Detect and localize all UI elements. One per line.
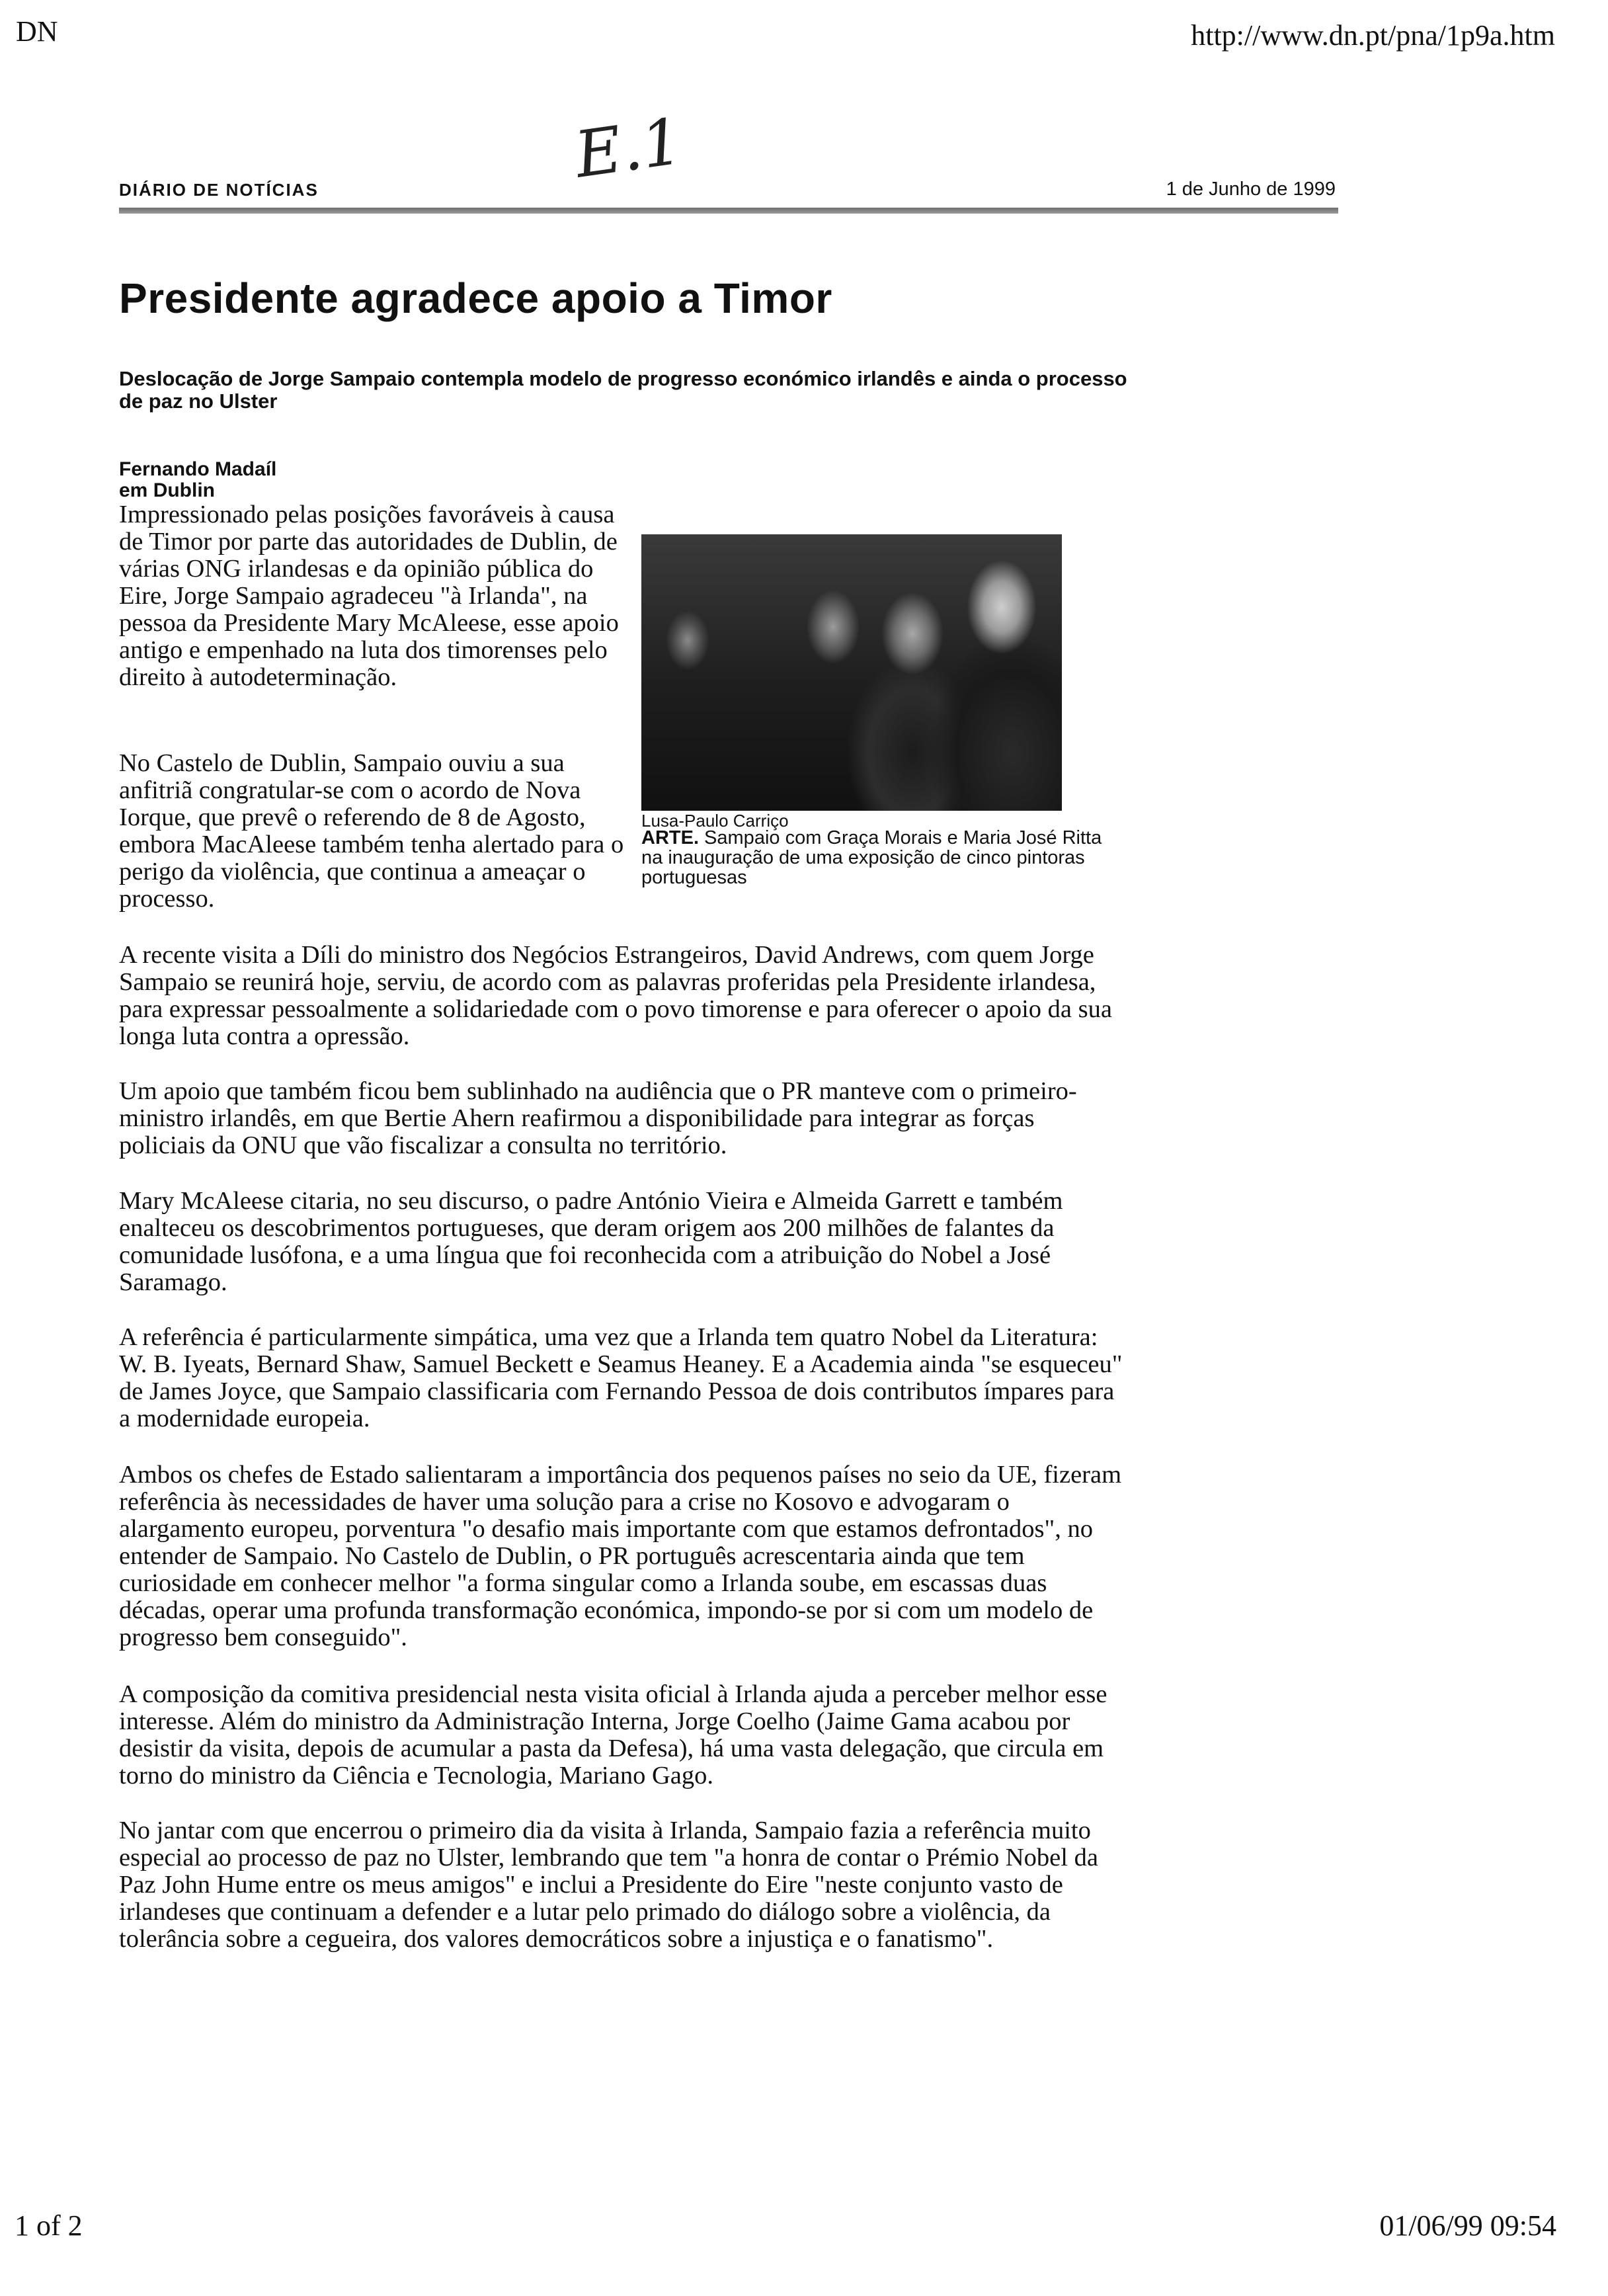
article-paragraph: A composição da comitiva presidencial nesta visita oficial à Irlanda ajuda a perceber melhor esse interesse. Além do ministro da Administração Interna, Jorge Coelho (Jaime Gama acabou por desistir da visita, depois de acumular a pasta da Defesa), há uma vasta delegação, que circula em torno do ministro da Ciência e Tecnologia, Mariano Gago. — [119, 1680, 1107, 1789]
caption-text: Sampaio com Graça Morais e Maria José Ritta na inauguração de uma exposição de cinco pintoras portuguesas — [641, 827, 1102, 888]
article-paragraph: Mary McAleese citaria, no seu discurso, o padre António Vieira e Almeida Garrett e também enalteceu os descobrimentos portugueses, que deram origem aos 200 milhões de falantes da comunidade lusófona, e a uma língua que foi reconhecida com a atribuição do Nobel a José Saramago. — [119, 1187, 1063, 1296]
publication-date: 1 de Junho de 1999 — [1166, 179, 1336, 200]
article-paragraph: Impressionado pelas posições favoráveis à causa de Timor por parte das autoridades de Dublin, de várias ONG irlandesas e da opinião pública do Eire, Jorge Sampaio agradeceu "à Irlanda", na pessoa da Presidente Mary McAleese, esse apoio antigo e empenhado na luta dos timorenses pelo direito à autodeterminação. — [119, 501, 619, 691]
article-paragraph: No Castelo de Dublin, Sampaio ouviu a sua anfitriã congratular-se com o acordo de Nova Iorque, que prevê o referendo de 8 de Agosto, embora MacAleese também tenha alertado para o perigo da violência, que continua a ameaçar o processo. — [119, 749, 624, 913]
photo-caption — [641, 828, 1104, 887]
article-paragraph: A referência é particularmente simpática, uma vez que a Irlanda tem quatro Nobel da Literatura: W. B. Iyeats, Bernard Shaw, Samuel Beckett e Seamus Heaney. E a Academia ainda "se esqueceu" de James Joyce, que Sampaio classificaria com Fernando Pessoa de dois contributos ímpares para a modernidade europeia. — [119, 1323, 1123, 1432]
article-byline — [119, 459, 276, 501]
caption-lead: ARTE. — [641, 827, 699, 848]
print-footer-page: 1 of 2 — [15, 2209, 83, 2242]
publication-masthead: DIÁRIO DE NOTÍCIAS — [119, 180, 319, 200]
print-footer-timestamp: 01/06/99 09:54 — [1379, 2209, 1556, 2242]
article-photo — [641, 534, 1062, 811]
article-headline: Presidente agradece apoio a Timor — [119, 274, 832, 322]
article-paragraph: No jantar com que encerrou o primeiro dia da visita à Irlanda, Sampaio fazia a referência muito especial ao processo de paz no Ulster, lembrando que tem "a honra de contar o Prémio Nobel da Paz John Hume entre os meus amigos" e inclui a Presidente do Eire "neste conjunto vasto de irlandeses que continuam a defender e a lutar pelo primado do diálogo sobre a violência, da tolerância sobre a cegueira, dos valores democráticos sobre a injustiça e o fanatismo". — [119, 1817, 1098, 1953]
handwritten-note: E.1 — [570, 104, 687, 192]
photo-credit: Lusa-Paulo Carriço — [641, 811, 789, 831]
article-lede: Deslocação de Jorge Sampaio contempla modelo de progresso económico irlandês e ainda o processo de paz no Ulster — [119, 367, 1127, 413]
article-paragraph: Ambos os chefes de Estado salientaram a importância dos pequenos países no seio da UE, fizeram referência às necessidades de haver uma solução para a crise no Kosovo e advogaram o alargamento europeu, porventura "o desafio mais importante com que estamos defrontados", no entender de Sampaio. No Castelo de Dublin, o PR português acrescentaria ainda que tem curiosidade em conhecer melhor "a forma singular como a Irlanda soube, em escassas duas décadas, operar uma profunda transformação económica, impondo-se por si com um modelo de progresso bem conseguido". — [119, 1461, 1122, 1651]
byline-location: em Dublin — [119, 479, 216, 501]
article-paragraph: A recente visita a Díli do ministro dos Negócios Estrangeiros, David Andrews, com quem Jorge Sampaio se reunirá hoje, serviu, de acordo com as palavras proferidas pela Presidente irlandesa, para expressar pessoalmente a solidariedade com o povo timorense e para oferecer o apoio da sua longa luta contra a opressão. — [119, 941, 1112, 1050]
article-paragraph: Um apoio que também ficou bem sublinhado na audiência que o PR manteve com o primeiro-ministro irlandês, em que Bertie Ahern reafirmou a disponibilidade para integrar as forças policiais da ONU que vão fiscalizar a consulta no território. — [119, 1077, 1077, 1159]
masthead-divider — [119, 208, 1338, 214]
byline-author: Fernando Madaíl — [119, 458, 277, 480]
print-header-url[interactable]: http://www.dn.pt/pna/1p9a.htm — [1191, 19, 1555, 52]
print-header-label: DN — [16, 15, 58, 48]
